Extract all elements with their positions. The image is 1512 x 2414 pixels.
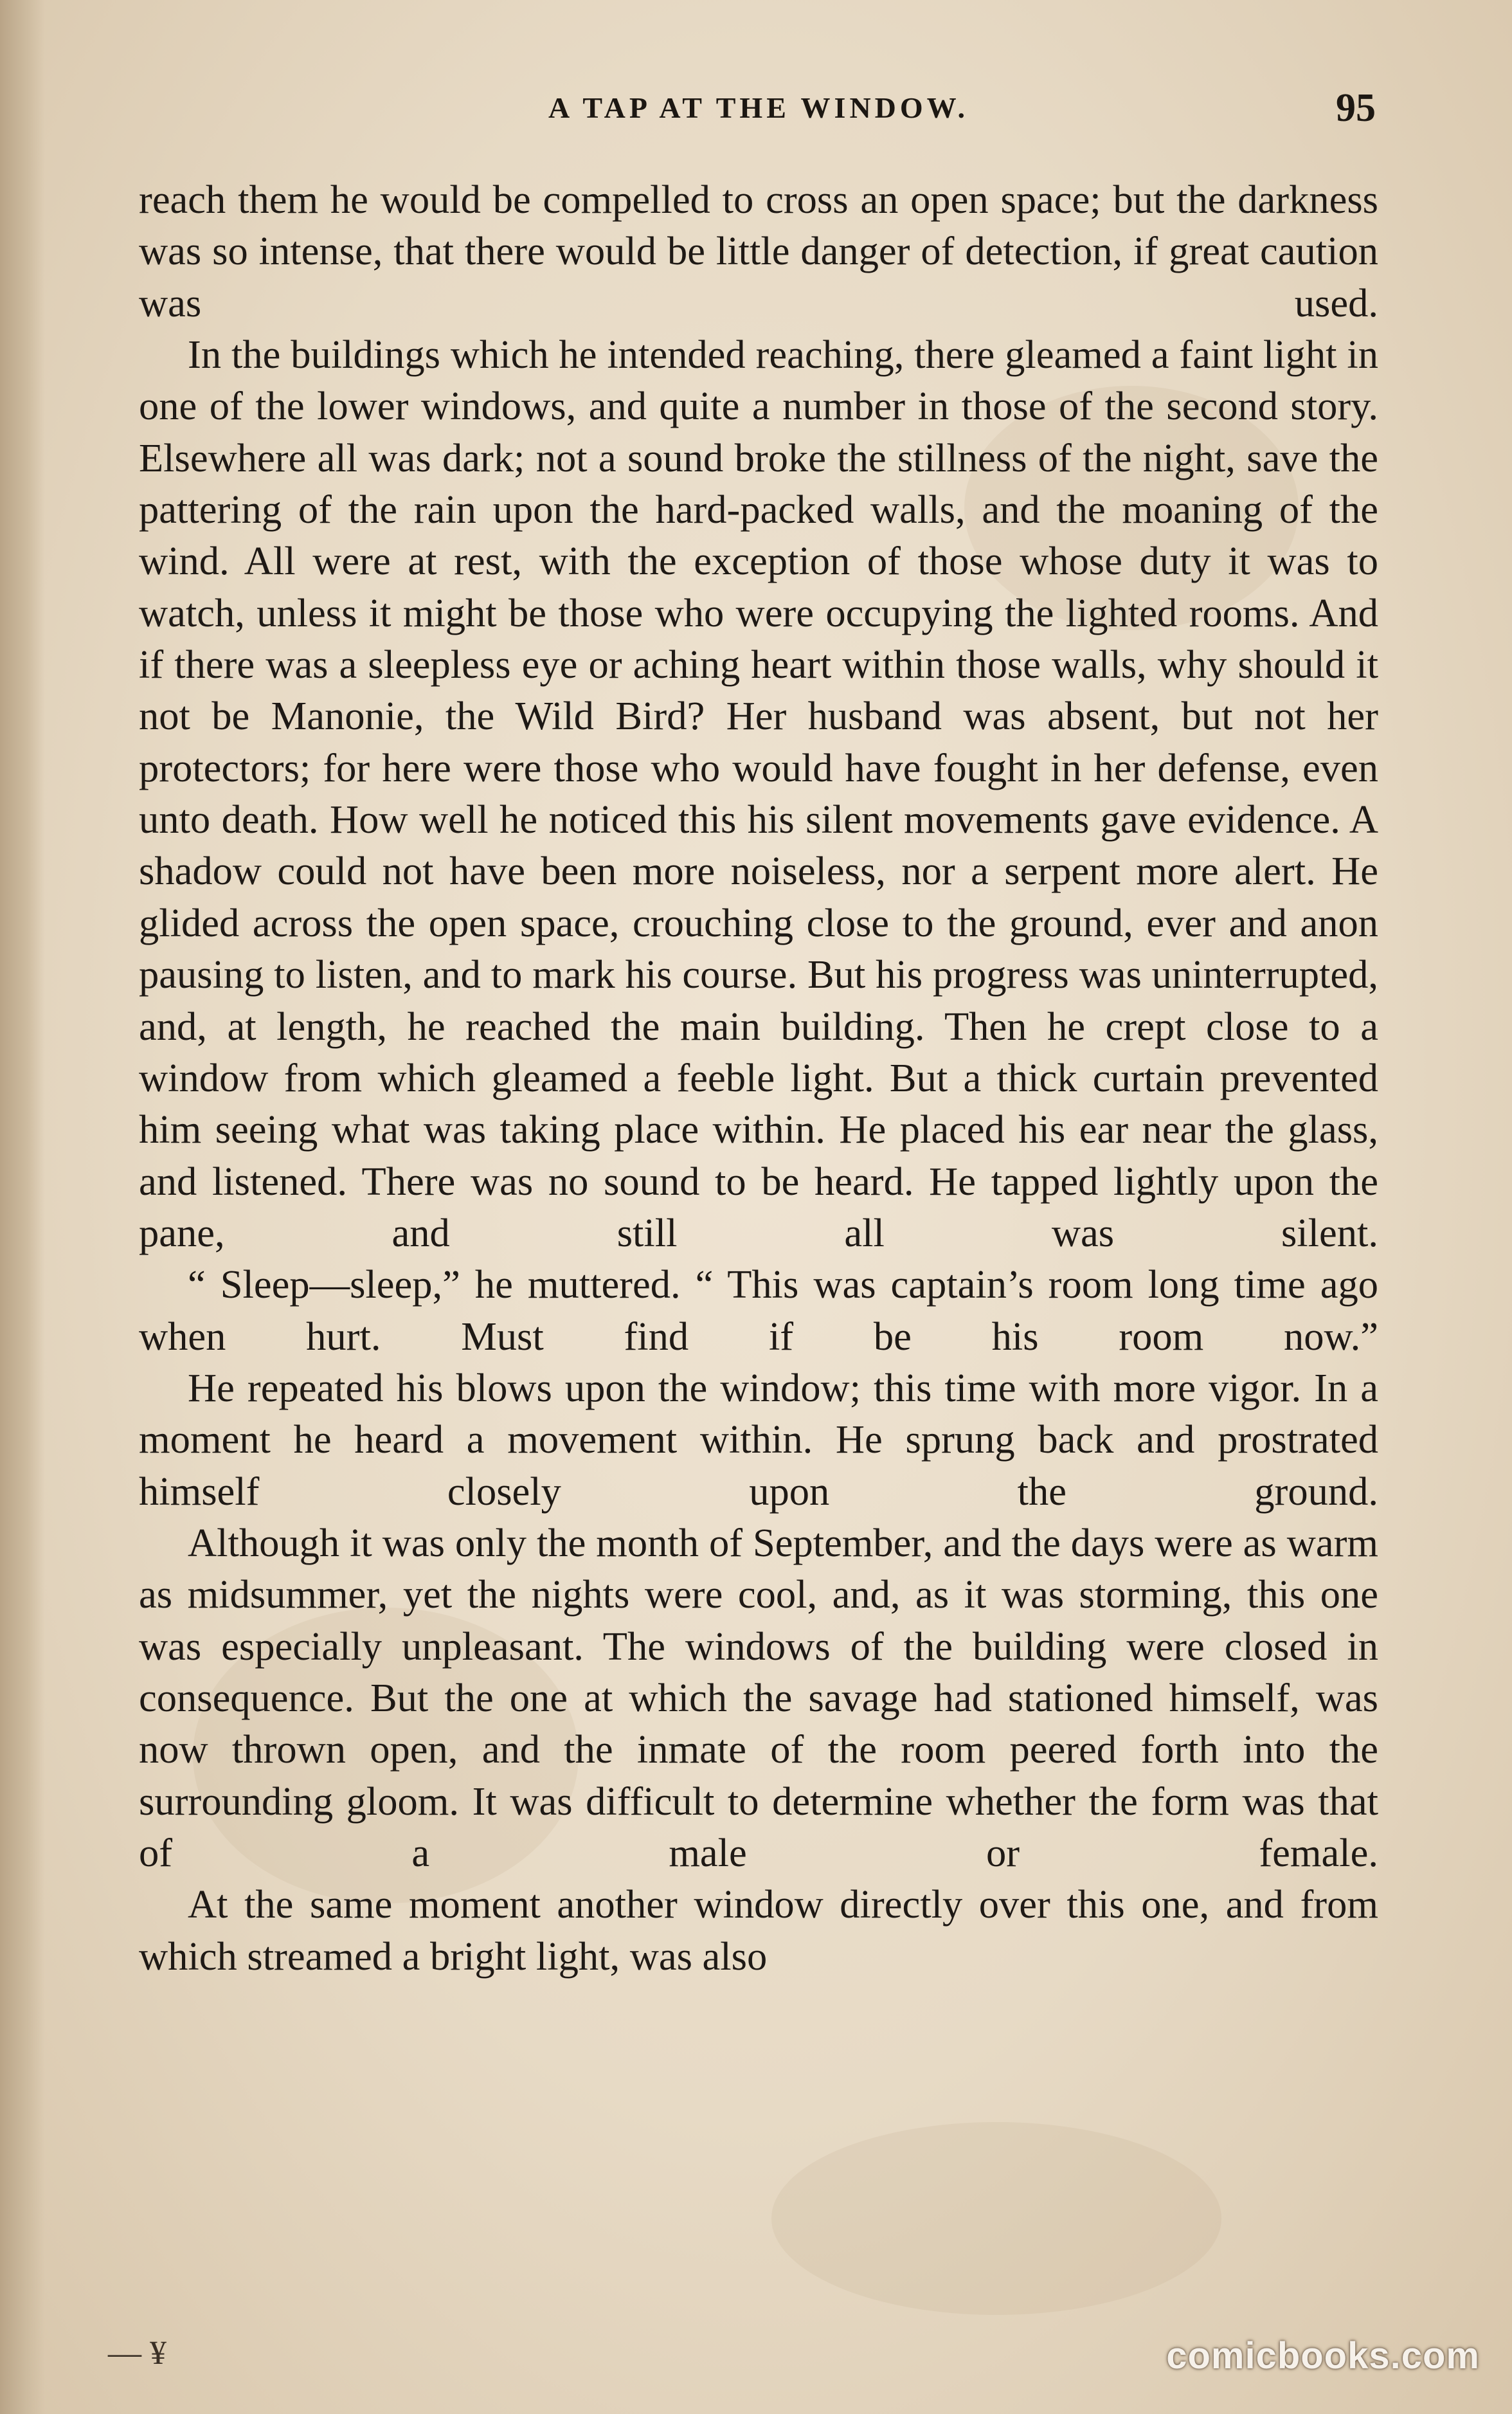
running-title: A TAP AT THE WINDOW. [548, 91, 969, 124]
paragraph: reach them he would be compelled to cross an open space; but the darkness was so intense, that there would be little danger of detection, if great caution was used. [139, 177, 1378, 325]
paragraph: He repeated his blows upon the window; this time with more vigor. In a moment he heard a movement within. He sprung back and prostrated himself closely upon the ground. [139, 1365, 1378, 1514]
running-head [141, 82, 1376, 134]
paragraph: In the buildings which he intended reaching, there gleamed a faint light in one of the lower windows, and quite a number in those of the second story. Elsewhere all was dark; not a sound broke the stillness of the night, save the pattering of the rain upon the hard-packed walls, and the moaning of the wind. All were at rest, with the exception of those whose duty it was to watch, unless it might be those who were occupying the lighted rooms. And if there was a sleepless eye or aching heart within those walls, why should it not be Manonie, the Wild Bird? Her husband was absent, but not her protectors; for here were those who would have fought in her defense, even unto death. How well he noticed this his silent movements gave evidence. A shadow could not have been more noiseless, nor a serpent more alert. He glided across the open space, crouching close to the ground, ever and anon pausing to listen, and to mark his course. But his progress was uninterrupted, and, at length, he reached the main building. Then he crept close to a window from which gleamed a feeble light. But a thick curtain prevented him seeing what was taking place within. He placed his ear near the glass, and listened. There was no sound to be heard. He tapped lightly upon the pane, and still all was silent. [139, 332, 1378, 1255]
paper-stain [771, 2122, 1221, 2315]
paragraph: Although it was only the month of September, and the days were as warm as midsummer, yet the nights were cool, and, as it was storming, this one was especially unpleasant. The windows of the building were closed in consequence. But the one at which the savage had stationed himself, was now thrown open, and the inmate of the room peered forth into the surrounding gloom. It was difficult to determine whether the form was that of a male or female. [139, 1520, 1378, 1875]
paragraph: “ Sleep—sleep,” he muttered. “ This was captain’s room long time ago when hurt. Must find if be his room now.” [139, 1262, 1378, 1359]
page-number: 95 [1336, 86, 1376, 130]
body-text [139, 174, 1378, 1982]
signature-mark: — ¥ [108, 2335, 166, 2372]
worn-gutter [0, 0, 45, 2414]
watermark: comicbooks.com [1166, 2335, 1480, 2377]
paragraph: At the same moment another window directly over this one, and from which streamed a bright light, was also [139, 1882, 1378, 1979]
